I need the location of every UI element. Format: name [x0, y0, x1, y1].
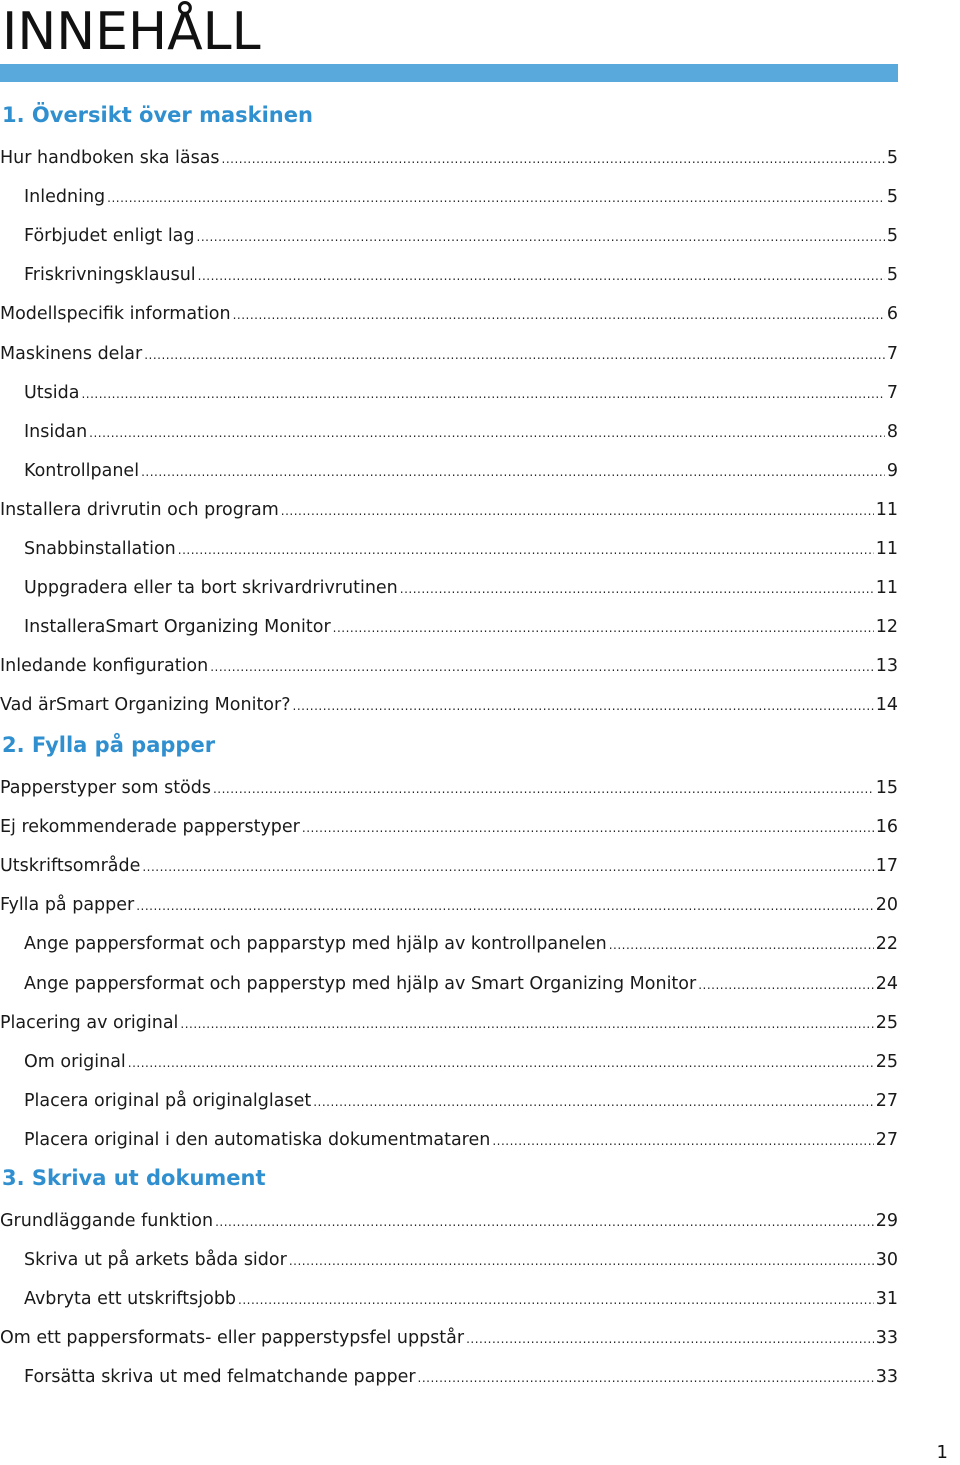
toc-entry[interactable] [0, 420, 898, 444]
toc-entry[interactable] [0, 1287, 898, 1311]
toc-entry[interactable] [0, 972, 898, 996]
toc-entry-page: 13 [875, 656, 898, 677]
toc-entry-title: Kontrollpanel [24, 460, 140, 481]
toc-entry[interactable] [0, 893, 898, 917]
toc-entry[interactable] [0, 776, 898, 800]
toc-entry-title: Forsätta skriva ut med felmatchande papper [24, 1367, 416, 1388]
dot-leader [180, 1012, 873, 1036]
toc-entry[interactable] [0, 342, 898, 366]
dot-leader [210, 655, 874, 679]
dot-leader [418, 1366, 874, 1390]
toc-entry-title: Placering av original [0, 1012, 179, 1033]
toc-entry[interactable] [0, 381, 898, 405]
toc-entry[interactable] [0, 263, 898, 287]
toc-entry[interactable] [0, 693, 898, 717]
toc-entry-title: Fylla på papper [0, 895, 135, 916]
toc-entry[interactable] [0, 146, 898, 170]
toc-entry-title: Installera drivrutin och program [0, 499, 279, 520]
toc-entry-page: 16 [875, 817, 898, 838]
toc-entry-title: InstalleraSmart Organizing Monitor [24, 617, 331, 638]
toc-entry-title: Hur handboken ska läsas [0, 148, 220, 168]
toc-entry-title: Placera original på originalglaset [24, 1090, 312, 1111]
toc-entry-page: 5 [886, 148, 898, 168]
toc-entry-page: 15 [875, 778, 898, 798]
dot-leader [222, 147, 885, 171]
toc-entry[interactable] [0, 932, 898, 956]
toc-entry[interactable] [0, 459, 898, 483]
toc-entry[interactable] [0, 1326, 898, 1350]
section-heading: 3. Skriva ut dokument [2, 1166, 266, 1190]
toc-entry-title: Avbryta ett utskriftsjobb [24, 1289, 237, 1310]
toc-entry[interactable] [0, 1089, 898, 1113]
toc-entry-page: 5 [886, 265, 898, 286]
dot-leader [81, 382, 884, 406]
toc-entry-page: 33 [875, 1367, 898, 1388]
toc-entry-title: Om original [24, 1051, 126, 1072]
toc-entry[interactable] [0, 1011, 898, 1035]
title-underline-bar [0, 64, 898, 82]
toc-entry[interactable] [0, 576, 898, 600]
toc-entry-title: Skriva ut på arkets båda sidor [24, 1250, 287, 1271]
dot-leader [141, 460, 885, 484]
toc-entry-title: Uppgradera eller ta bort skrivardrivrutinen [24, 578, 398, 599]
toc-entry-title: Friskrivningsklausul [24, 265, 196, 286]
dot-leader [466, 1327, 874, 1351]
toc-entry-title: Förbjudet enligt lag [24, 226, 195, 247]
toc-entry-page: 14 [875, 695, 898, 716]
toc-entry-page: 11 [875, 499, 898, 520]
toc-entry[interactable] [0, 302, 898, 326]
toc-entry-page: 20 [875, 895, 898, 916]
toc-entry[interactable] [0, 1050, 898, 1074]
page-number: 1 [936, 1442, 948, 1463]
dot-leader [89, 421, 885, 445]
dot-leader [213, 777, 874, 801]
toc-entry-page: 24 [875, 973, 898, 994]
dot-leader [281, 499, 874, 523]
toc-entry-title: Insidan [24, 421, 88, 442]
toc-entry-title: Modellspecifik information [0, 304, 231, 325]
toc-entry-title: Inledning [24, 187, 106, 208]
toc-entry[interactable] [0, 498, 898, 522]
page-title: INNEHÅLL [2, 2, 261, 62]
toc-entry-title: Om ett pappersformats- eller papperstypsfel uppstår [0, 1328, 465, 1349]
toc-entry-page: 22 [875, 934, 898, 955]
toc-entry-page: 7 [886, 343, 898, 364]
dot-leader [198, 264, 885, 288]
dot-leader [128, 1051, 874, 1075]
dot-leader [333, 616, 874, 640]
toc-entry[interactable] [0, 185, 898, 209]
toc-entry-page: 17 [875, 856, 898, 877]
toc-entry-title: Placera original i den automatiska dokumentmataren [24, 1129, 491, 1150]
toc-entry-page: 5 [886, 226, 898, 247]
dot-leader [289, 1249, 874, 1273]
toc-entry-title: Snabbinstallation [24, 539, 176, 559]
dot-leader [302, 816, 874, 840]
dot-leader [142, 855, 873, 879]
toc-entry[interactable] [0, 224, 898, 248]
dot-leader [178, 538, 874, 562]
dot-leader [238, 1288, 874, 1312]
toc-entry[interactable] [0, 615, 898, 639]
dot-leader [107, 186, 885, 210]
dot-leader [400, 577, 874, 601]
toc-entry-page: 33 [875, 1328, 898, 1349]
dot-leader [609, 933, 874, 957]
toc-entry[interactable] [0, 1365, 898, 1389]
toc-entry-page: 9 [886, 460, 898, 481]
toc-entry-title: Ange pappersformat och papparstyp med hjälp av kontrollpanelen [24, 934, 607, 955]
dot-leader [698, 973, 874, 997]
toc-entry-title: Vad ärSmart Organizing Monitor? [0, 695, 291, 716]
toc-entry-title: Maskinens delar [0, 343, 143, 364]
toc-entry[interactable] [0, 1209, 898, 1233]
dot-leader [215, 1210, 874, 1234]
toc-entry-title: Ej rekommenderade papperstyper [0, 817, 300, 838]
dot-leader [233, 303, 885, 327]
toc-entry-page: 11 [875, 578, 898, 599]
section-heading: 2. Fylla på papper [2, 733, 216, 757]
dot-leader [313, 1090, 873, 1114]
toc-entry-page: 30 [875, 1250, 898, 1271]
toc-entry[interactable] [0, 654, 898, 678]
toc-entry-title: Inledande konfiguration [0, 656, 209, 677]
toc-entry-page: 7 [886, 382, 898, 403]
toc-entry[interactable] [0, 537, 898, 561]
dot-leader [492, 1129, 873, 1153]
toc-entry-page: 6 [886, 304, 898, 325]
toc-entry-title: Grundläggande funktion [0, 1211, 214, 1231]
dot-leader [136, 894, 873, 918]
toc-entry-page: 29 [875, 1211, 898, 1231]
toc-entry-page: 25 [875, 1051, 898, 1072]
toc-entry-page: 12 [875, 617, 898, 638]
toc-entry-page: 27 [875, 1129, 898, 1150]
toc-entry[interactable] [0, 1248, 898, 1272]
section-heading: 1. Översikt över maskinen [2, 103, 313, 127]
toc-entry-title: Ange pappersformat och papperstyp med hjälp av Smart Organizing Monitor [24, 973, 697, 994]
toc-entry-title: Utskriftsområde [0, 856, 141, 877]
toc-entry-page: 27 [875, 1090, 898, 1111]
toc-entry-page: 11 [875, 539, 898, 559]
dot-leader [144, 343, 885, 367]
toc-entry-page: 31 [875, 1289, 898, 1310]
toc-entry-page: 8 [886, 421, 898, 442]
toc-entry[interactable] [0, 815, 898, 839]
toc-entry-title: Papperstyper som stöds [0, 778, 211, 798]
dot-leader [293, 694, 874, 718]
toc-entry-page: 5 [886, 187, 898, 208]
toc-entry[interactable] [0, 1128, 898, 1152]
toc-entry[interactable] [0, 854, 898, 878]
toc-entry-title: Utsida [24, 382, 80, 403]
dot-leader [197, 225, 885, 249]
toc-entry-page: 25 [875, 1012, 898, 1033]
